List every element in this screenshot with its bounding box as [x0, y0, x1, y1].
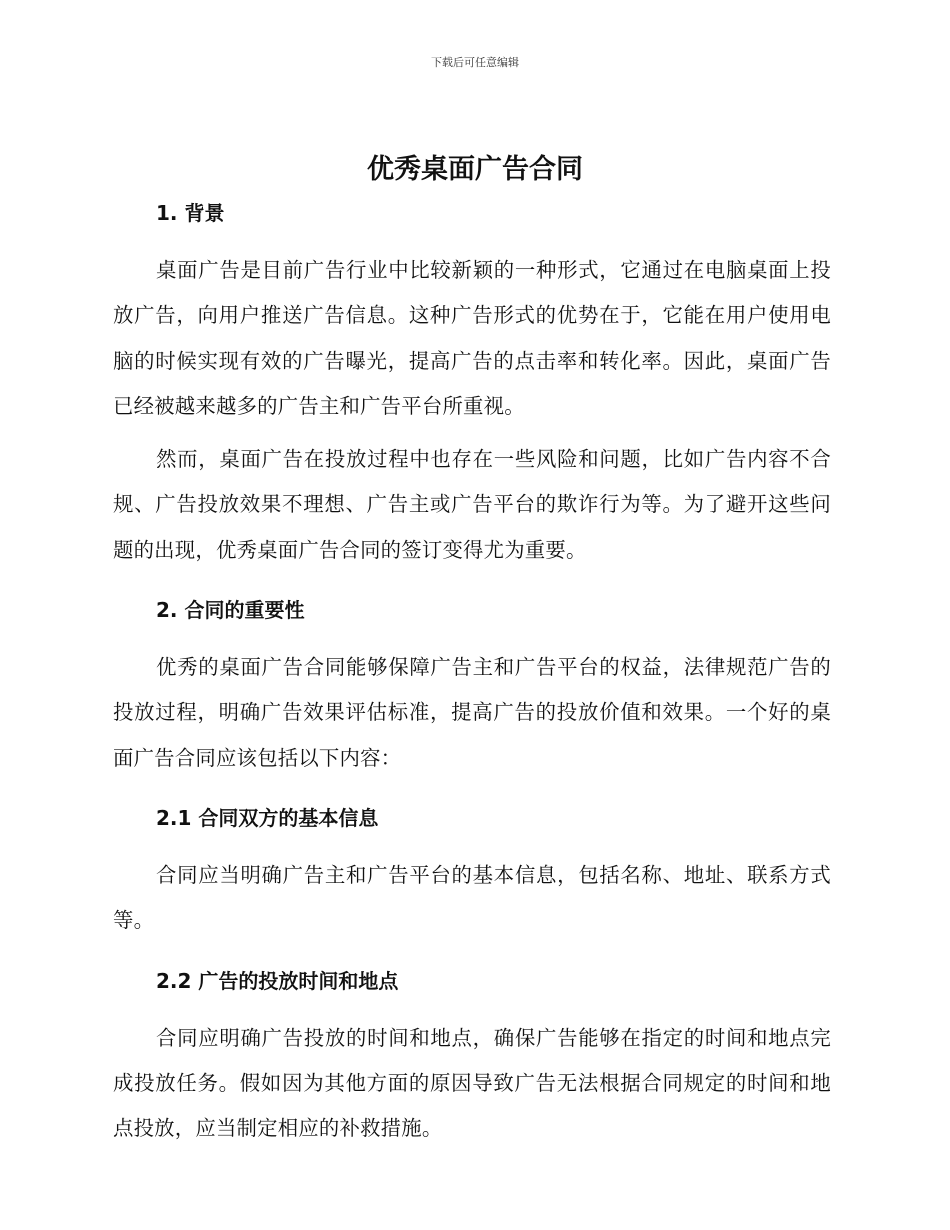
document-body: [113, 196, 831, 1151]
paragraph: 合同应当明确广告主和广告平台的基本信息，包括名称、地址、联系方式等。: [113, 862, 831, 933]
section-heading-background: 1. 背景: [156, 201, 225, 225]
document-title: 优秀桌面广告合同: [367, 154, 583, 185]
paragraph: 然而，桌面广告在投放过程中也存在一些风险和问题，比如广告内容不合规、广告投放效果不理想、广告主或广告平台的欺诈行为等。为了避开这些问题的出现，优秀桌面广告合同的签订变得尤为重要。: [113, 447, 831, 562]
section-heading-importance: 2. 合同的重要性: [156, 598, 305, 623]
paragraph: 优秀的桌面广告合同能够保障广告主和广告平台的权益，法律规范广告的投放过程，明确广告效果评估标准，提高广告的投放价值和效果。一个好的桌面广告合同应该包括以下内容：: [113, 655, 831, 770]
header-note: 下载后可任意编辑: [431, 56, 519, 69]
subsection-heading-parties: 2.1 合同双方的基本信息: [156, 805, 379, 830]
paragraph: 合同应明确广告投放的时间和地点，确保广告能够在指定的时间和地点完成投放任务。假如因为其他方面的原因导致广告无法根据合同规定的时间和地点投放，应当制定相应的补救措施。: [113, 1025, 831, 1141]
paragraph: 桌面广告是目前广告行业中比较新颖的一种形式，它通过在电脑桌面上投放广告，向用户推送广告信息。这种广告形式的优势在于，它能在用户使用电脑的时候实现有效的广告曝光，提高广告的点击率和转化率。因此，桌面广告已经被越来越多的广告主和广告平台所重视。: [113, 258, 831, 418]
subsection-heading-time-place: 2.2 广告的投放时间和地点: [156, 968, 399, 993]
